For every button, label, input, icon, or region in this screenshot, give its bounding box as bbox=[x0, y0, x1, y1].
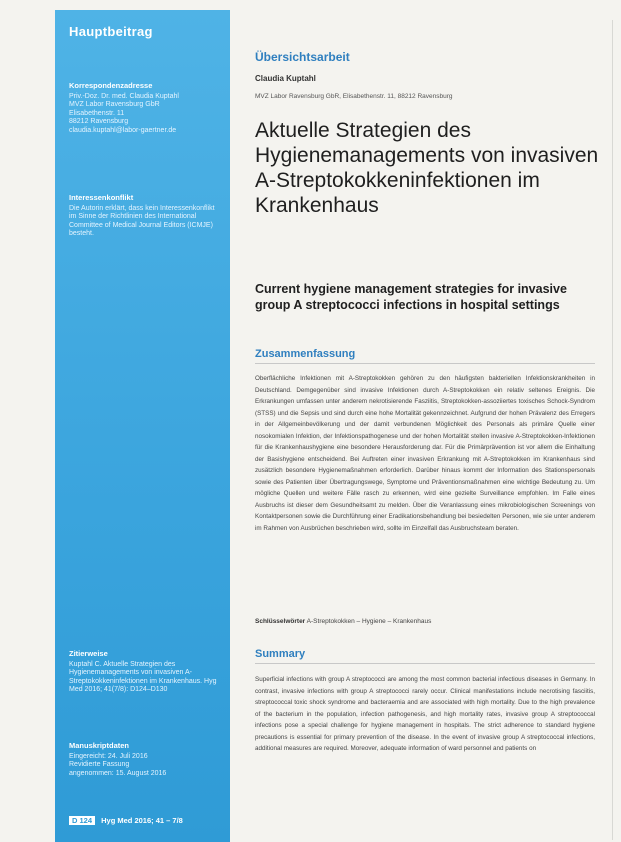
page-edge bbox=[612, 20, 613, 840]
contact-heading: Korrespondenzadresse bbox=[69, 81, 153, 90]
conflict-section bbox=[69, 194, 219, 239]
summary-text: Superficial infections with group A streptococci are among the most common bacterial infectious diseases in Germany. In contrast, invasive infections with group A streptococci rarely occur. Clinical manifestations include necrotising fasciitis, streptococcal toxic shock syndrome and bacteraemia and are associated with high mortality. Due to the high prevalence of the bacterium in the population, infection pathogenesis, and high mortality rates, invasive group A streptococcal infections pose a special challenge for hygiene management in hospitals. The strict adherence to standard hygiene precautions is essential for primary prevention of the disease. In the event of invasive group A streptococcal infections, additional measures are required. Moreover, adequate information of ward personnel and patients on bbox=[255, 676, 595, 752]
contact-line: Elisabethenstr. 11 bbox=[69, 109, 125, 117]
contact-section bbox=[69, 82, 219, 136]
contact-line: 88212 Ravensburg bbox=[69, 118, 129, 126]
manuscript-line: angenommen: 15. August 2016 bbox=[69, 769, 167, 777]
citation-heading: Zitierweise bbox=[69, 649, 108, 658]
conflict-heading: Interessenkonflikt bbox=[69, 193, 134, 202]
contact-email[interactable]: claudia.kuptahl@labor-gaertner.de bbox=[69, 126, 177, 134]
column-title: Hauptbeitrag bbox=[69, 24, 153, 39]
keywords bbox=[255, 618, 431, 625]
zusammenfassung-heading: Zusammenfassung bbox=[255, 348, 595, 364]
citation-section bbox=[69, 650, 219, 695]
citation-text: Kuptahl C. Aktuelle Strategien des Hygienemanagements von invasiven A-Streptokokkeninfektionen im Krankenhaus. Hyg Med 2016; 41(7/8): D124–D130 bbox=[69, 660, 217, 694]
page-footer bbox=[69, 816, 183, 825]
keywords-label: Schlüsselwörter bbox=[255, 618, 306, 625]
article-author: Claudia Kuptahl bbox=[255, 74, 316, 83]
article-main bbox=[255, 0, 605, 842]
conflict-text: Die Autorin erklärt, dass kein Interessenkonflikt im Sinne der Richtlinien des International Committee of Medical Journal Editors (ICMJE) besteht. bbox=[69, 204, 215, 238]
article-title: Aktuelle Strategien des Hygienemanagements von invasiven A-Streptokokkeninfektionen im Krankenhaus bbox=[255, 119, 599, 217]
article-type: Übersichtsarbeit bbox=[255, 50, 350, 64]
contact-line: MVZ Labor Ravensburg GbR bbox=[69, 101, 160, 109]
summary-heading: Summary bbox=[255, 648, 595, 664]
page-number: D 124 bbox=[69, 816, 95, 825]
info-sidebar bbox=[55, 10, 230, 842]
author-affiliation: MVZ Labor Ravensburg GbR, Elisabethenstr. 11, 88212 Ravensburg bbox=[255, 93, 453, 100]
manuscript-line: Eingereicht: 24. Juli 2016 bbox=[69, 752, 148, 760]
article-subtitle: Current hygiene management strategies for invasive group A streptococci infections in hospital settings bbox=[255, 282, 567, 312]
contact-line: Priv.-Doz. Dr. med. Claudia Kuptahl bbox=[69, 92, 179, 100]
manuscript-line: Revidierte Fassung bbox=[69, 761, 130, 769]
journal-ref: Hyg Med 2016; 41 – 7/8 bbox=[101, 816, 183, 825]
manuscript-heading: Manuskriptdaten bbox=[69, 741, 130, 750]
zusammenfassung-text: Oberflächliche Infektionen mit A-Streptokokken gehören zu den häufigsten bakteriellen Infektionskrankheiten in Deutschland. Demgegenüber sind invasive Infektionen durch A-Streptokokken ein relativ seltenes Ereignis. Die Erkrankungen umfassen unter anderem nekrotisierende Fasziitis, Streptokokken-assoziiertes toxisches Schock-Syndrom (STSS) und die Sepsis und sind durch eine hohe Mortalität gekennzeichnet. Aufgrund der hohen Prävalenz des Erregers in der Allgemeinbevölkerung und der damit verbundenen Möglichkeit des Personals als primäre Quelle einer nosokomialen Infektion, der Infektionspathogenese und der hohen Mortalität stellen invasive A-Streptokokken-Infektionen für die Krankenhaushygiene eine besondere Herausforderung dar. Für die Primärprävention ist vor allem die Einhaltung der Basishygiene entscheidend. Bei Auftreten einer invasiven Erkrankung mit A-Streptokokken im Krankenhaus sind zusätzlich besondere Hygienemaßnahmen erforderlich. Darüber hinaus kommt der Information des Stationspersonals sowie des Patienten über Übertragungswege, Symptome und Präventionsmaßnahmen eine wichtige Bedeutung zu. Um mögliche Quellen und weitere Fälle rasch zu erkennen, wird eine gezielte Surveillance empfohlen. Im Falle eines Ausbruchs ist dieser dem Gesundheitsamt zu melden. Über die Veranlassung eines mikrobiologischen Screenings von Kontaktpersonen sowie die Durchführung einer Eradikationsbehandlung bei besiedelten Personen, wie sie unter anderem im Rahmen von Ausbrüchen beschrieben wird, sollte im Einzelfall das Ausbruchsteam beraten. bbox=[255, 375, 595, 532]
keywords-text: A-Streptokokken – Hygiene – Krankenhaus bbox=[306, 618, 432, 625]
manuscript-section bbox=[69, 742, 219, 778]
